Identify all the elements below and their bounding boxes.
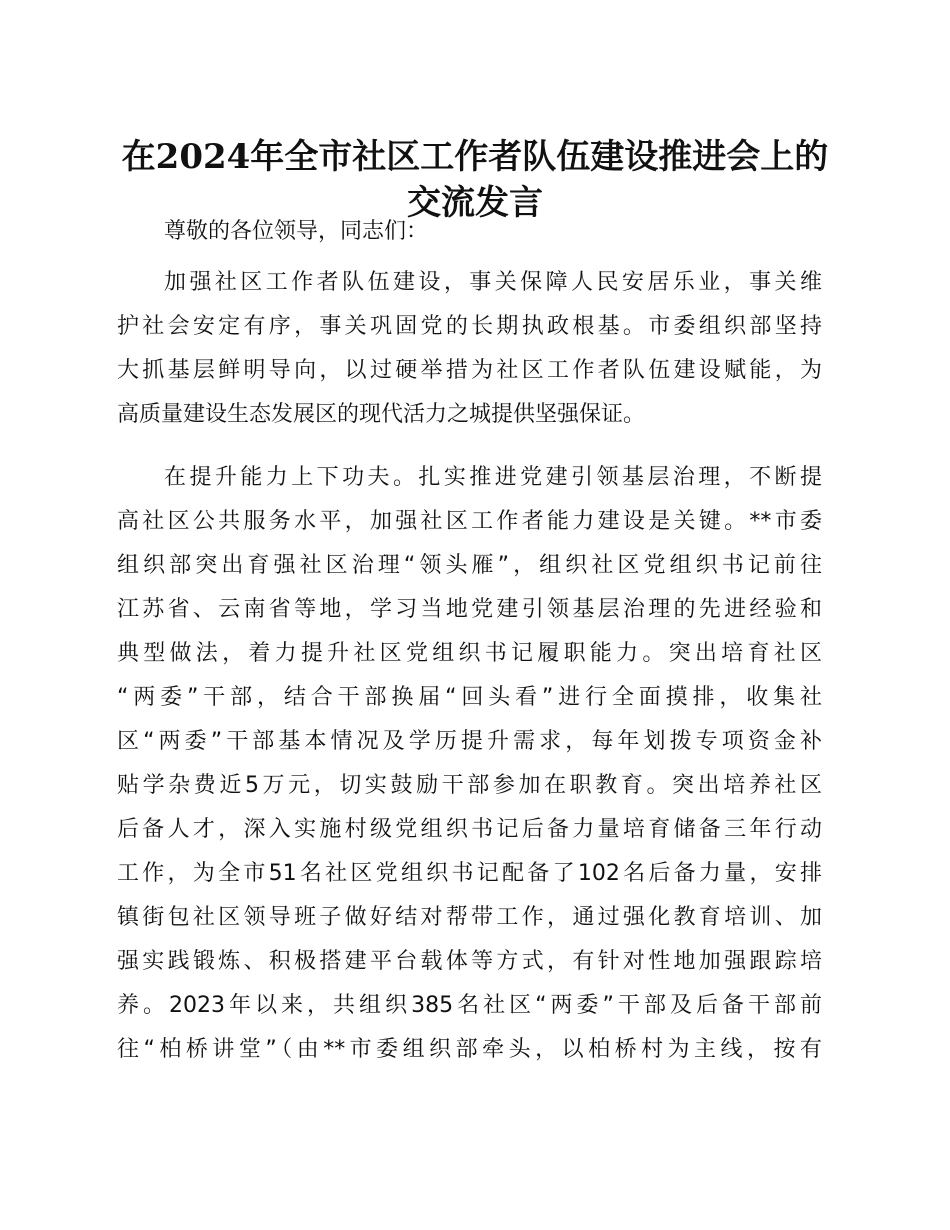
text-line: 加强社区工作者队伍建设，事关保障人民安居乐业，事关维: [164, 270, 822, 295]
text-line: 组织部突出育强社区治理“领头雁”，组织社区党组织书记前往: [117, 553, 822, 578]
text-line: 镇街包社区领导班子做好结对帮带工作，通过强化教育培训、加: [117, 905, 822, 930]
title-line-1: 在2024年全市社区工作者队伍建设推进会上的: [121, 137, 829, 177]
text-line: 在提升能力上下功夫。扎实推进党建引领基层治理，不断提: [164, 465, 822, 490]
title-line-2: 交流发言: [407, 183, 543, 223]
salutation: 尊敬的各位领导，同志们：: [164, 219, 429, 244]
text-line: 养。2023年以来，共组织385名社区“两委”干部及后备干部前: [117, 993, 822, 1018]
text-line: 后备人才，深入实施村级党组织书记后备力量培育储备三年行动: [117, 817, 822, 842]
text-line: 工作，为全市51名社区党组织书记配备了102名后备力量，安排: [117, 861, 822, 886]
text-line: 强实践锻炼、积极搭建平台载体等方式，有针对性地加强跟踪培: [117, 949, 822, 974]
text-line: 大抓基层鲜明导向，以过硬举措为社区工作者队伍建设赋能，为: [117, 358, 822, 383]
text-line: 护社会安定有序，事关巩固党的长期执政根基。市委组织部坚持: [117, 314, 822, 339]
text-line: 典型做法，着力提升社区党组织书记履职能力。突出培育社区: [117, 641, 822, 666]
text-line: “两委”干部，结合干部换届“回头看”进行全面摸排，收集社: [117, 685, 822, 710]
text-line: 江苏省、云南省等地，学习当地党建引领基层治理的先进经验和: [117, 597, 822, 622]
text-line: 贴学杂费近5万元，切实鼓励干部参加在职教育。突出培养社区: [117, 773, 822, 798]
text-line: 高社区公共服务水平，加强社区工作者能力建设是关键。**市委: [117, 509, 822, 534]
text-line: 往“柏桥讲堂”（由**市委组织部牵头，以柏桥村为主线，按有: [117, 1037, 822, 1062]
text-line: 高质量建设生态发展区的现代活力之城提供坚强保证。: [117, 402, 646, 427]
text-line: 区“两委”干部基本情况及学历提升需求，每年划拨专项资金补: [117, 729, 822, 754]
